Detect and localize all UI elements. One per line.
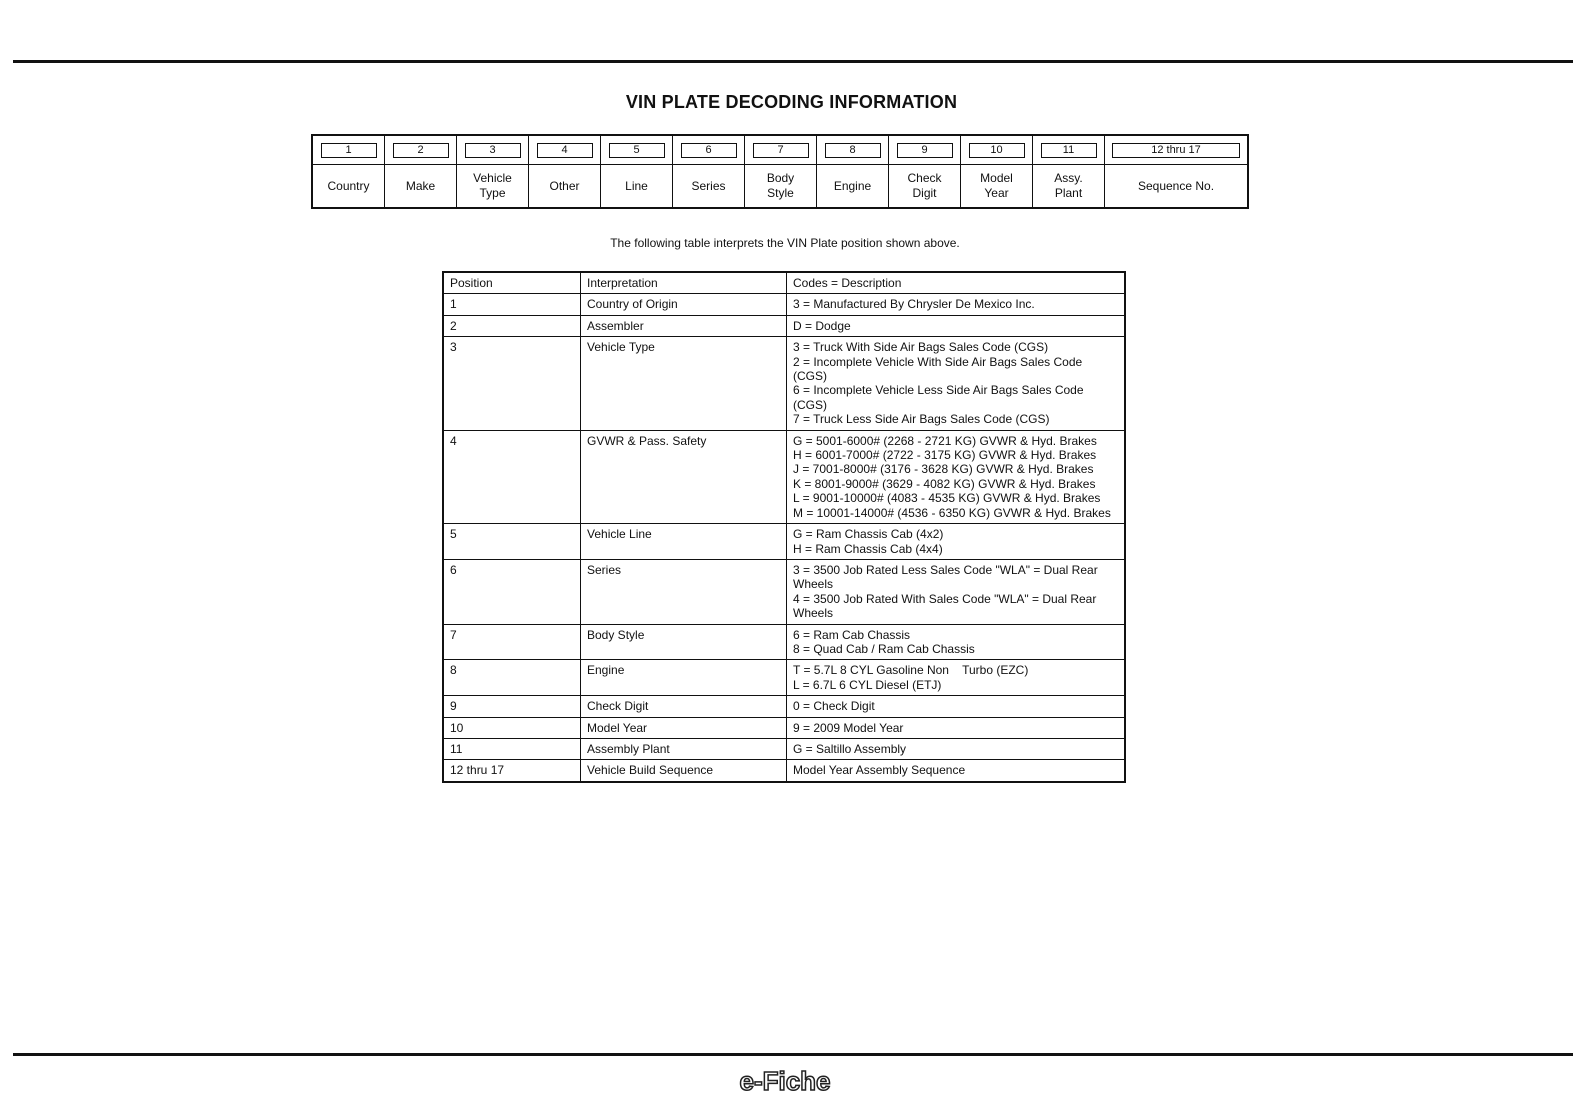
page-title: VIN PLATE DECODING INFORMATION	[625, 92, 958, 112]
column-header-interpretation: Interpretation	[581, 272, 787, 294]
plate-label: Engine	[817, 165, 889, 209]
plate-label: Assy. Plant	[1033, 165, 1105, 209]
interpretation-cell: Assembly Plant	[581, 738, 787, 759]
codes-cell	[787, 717, 1126, 738]
code-line: 3 = 3500 Job Rated Less Sales Code "WLA" = Dual Rear Wheels	[793, 562, 1098, 592]
plate-label: Sequence No.	[1105, 165, 1249, 209]
plate-position-box: 9	[897, 143, 953, 158]
position-cell: 2	[443, 315, 581, 336]
plate-label: Body Style	[745, 165, 817, 209]
code-line: G = Saltillo Assembly	[793, 741, 907, 756]
vin-plate-diagram	[311, 134, 1249, 209]
code-line: 4 = 3500 Job Rated With Sales Code "WLA" = Dual Rear Wheels	[793, 591, 1097, 621]
plate-position-box: 7	[753, 143, 809, 158]
bottom-rule	[13, 1053, 1573, 1056]
interpretation-cell: Country of Origin	[581, 294, 787, 315]
interpretation-cell: Vehicle Line	[581, 524, 787, 560]
plate-label: Check Digit	[889, 165, 961, 209]
code-line: D = Dodge	[793, 318, 851, 333]
table-row	[443, 294, 1125, 315]
position-cell: 7	[443, 624, 581, 660]
codes-cell	[787, 760, 1126, 782]
code-line: H = 6001-7000# (2722 - 3175 KG) GVWR & Hyd. Brakes	[793, 448, 1097, 463]
code-line: G = 5001-6000# (2268 - 2721 KG) GVWR & Hyd. Brakes	[793, 433, 1097, 448]
table-row	[443, 315, 1125, 336]
plate-label-row	[312, 165, 1248, 209]
table-row	[443, 696, 1125, 717]
code-line: G = Ram Chassis Cab (4x2)	[793, 527, 944, 542]
plate-position-box: 4	[537, 143, 593, 158]
table-row	[443, 760, 1125, 782]
position-cell: 4	[443, 430, 581, 523]
plate-position-box: 1	[321, 143, 377, 158]
plate-position-box: 6	[681, 143, 737, 158]
table-row	[443, 524, 1125, 560]
plate-label: Make	[385, 165, 457, 209]
vin-decoding-table	[442, 271, 1126, 783]
codes-cell	[787, 696, 1126, 717]
plate-position-box: 12 thru 17	[1112, 143, 1240, 158]
interpretation-cell: Assembler	[581, 315, 787, 336]
plate-position-box: 3	[465, 143, 521, 158]
code-line: M = 10001-14000# (4536 - 6350 KG) GVWR & Hyd. Brakes	[793, 505, 1111, 520]
plate-label: Series	[673, 165, 745, 209]
code-line: 7 = Truck Less Side Air Bags Sales Code (CGS)	[793, 412, 1050, 427]
plate-position-box: 10	[969, 143, 1025, 158]
code-line: L = 9001-10000# (4083 - 4535 KG) GVWR & Hyd. Brakes	[793, 491, 1101, 506]
table-header-row	[443, 272, 1125, 294]
codes-cell	[787, 294, 1126, 315]
plate-label: Country	[312, 165, 385, 209]
position-cell: 10	[443, 717, 581, 738]
table-row	[443, 559, 1125, 624]
table-row	[443, 337, 1125, 430]
interpretation-cell: GVWR & Pass. Safety	[581, 430, 787, 523]
codes-cell	[787, 524, 1126, 560]
plate-position-row	[312, 135, 1248, 165]
plate-position-box: 11	[1041, 143, 1097, 158]
code-line: L = 6.7L 6 CYL Diesel (ETJ)	[793, 677, 942, 692]
position-cell: 11	[443, 738, 581, 759]
interpretation-cell: Vehicle Build Sequence	[581, 760, 787, 782]
code-line: 6 = Incomplete Vehicle Less Side Air Bags Sales Code (CGS)	[793, 383, 1084, 412]
codes-cell	[787, 337, 1126, 430]
code-line: H = Ram Chassis Cab (4x4)	[793, 541, 943, 556]
code-line: 2 = Incomplete Vehicle With Side Air Bags Sales Code (CGS)	[793, 354, 1083, 384]
code-line: T = 5.7L 8 CYL Gasoline Non Turbo (EZC)	[793, 663, 1029, 678]
column-header-position: Position	[443, 272, 581, 294]
codes-cell	[787, 738, 1126, 759]
code-line: J = 7001-8000# (3176 - 3628 KG) GVWR & Hyd. Brakes	[793, 462, 1094, 477]
position-cell: 9	[443, 696, 581, 717]
table-row	[443, 717, 1125, 738]
plate-position-box: 5	[609, 143, 665, 158]
plate-label: Model Year	[961, 165, 1033, 209]
top-rule	[13, 60, 1573, 63]
position-cell: 5	[443, 524, 581, 560]
codes-cell	[787, 559, 1126, 624]
codes-cell	[787, 315, 1126, 336]
code-line: Model Year Assembly Sequence	[793, 763, 966, 778]
interpretation-cell: Check Digit	[581, 696, 787, 717]
column-header-codes: Codes = Description	[787, 272, 1126, 294]
table-row	[443, 660, 1125, 696]
plate-position-box: 8	[825, 143, 881, 158]
position-cell: 1	[443, 294, 581, 315]
plate-label: Vehicle Type	[457, 165, 529, 209]
plate-label: Other	[529, 165, 601, 209]
code-line: 6 = Ram Cab Chassis	[793, 627, 911, 642]
code-line: 8 = Quad Cab / Ram Cab Chassis	[793, 641, 975, 656]
table-row	[443, 624, 1125, 660]
plate-label: Line	[601, 165, 673, 209]
position-cell: 6	[443, 559, 581, 624]
codes-cell	[787, 624, 1126, 660]
code-line: 3 = Truck With Side Air Bags Sales Code (CGS)	[793, 340, 1049, 355]
interpretation-cell: Model Year	[581, 717, 787, 738]
codes-cell	[787, 430, 1126, 523]
code-line: K = 8001-9000# (3629 - 4082 KG) GVWR & Hyd. Brakes	[793, 476, 1096, 491]
table-row	[443, 430, 1125, 523]
interpretation-cell: Series	[581, 559, 787, 624]
code-line: 3 = Manufactured By Chrysler De Mexico Inc.	[793, 297, 1035, 312]
codes-cell	[787, 660, 1126, 696]
plate-position-box: 2	[393, 143, 449, 158]
code-line: 0 = Check Digit	[793, 699, 875, 714]
position-cell: 8	[443, 660, 581, 696]
interpretation-cell: Engine	[581, 660, 787, 696]
position-cell: 12 thru 17	[443, 760, 581, 782]
table-caption: The following table interprets the VIN Plate position shown above.	[610, 236, 960, 250]
interpretation-cell: Body Style	[581, 624, 787, 660]
interpretation-cell: Vehicle Type	[581, 337, 787, 430]
code-line: 9 = 2009 Model Year	[793, 720, 904, 735]
efiche-logo: e-Fiche	[739, 1066, 831, 1096]
table-row	[443, 738, 1125, 759]
position-cell: 3	[443, 337, 581, 430]
